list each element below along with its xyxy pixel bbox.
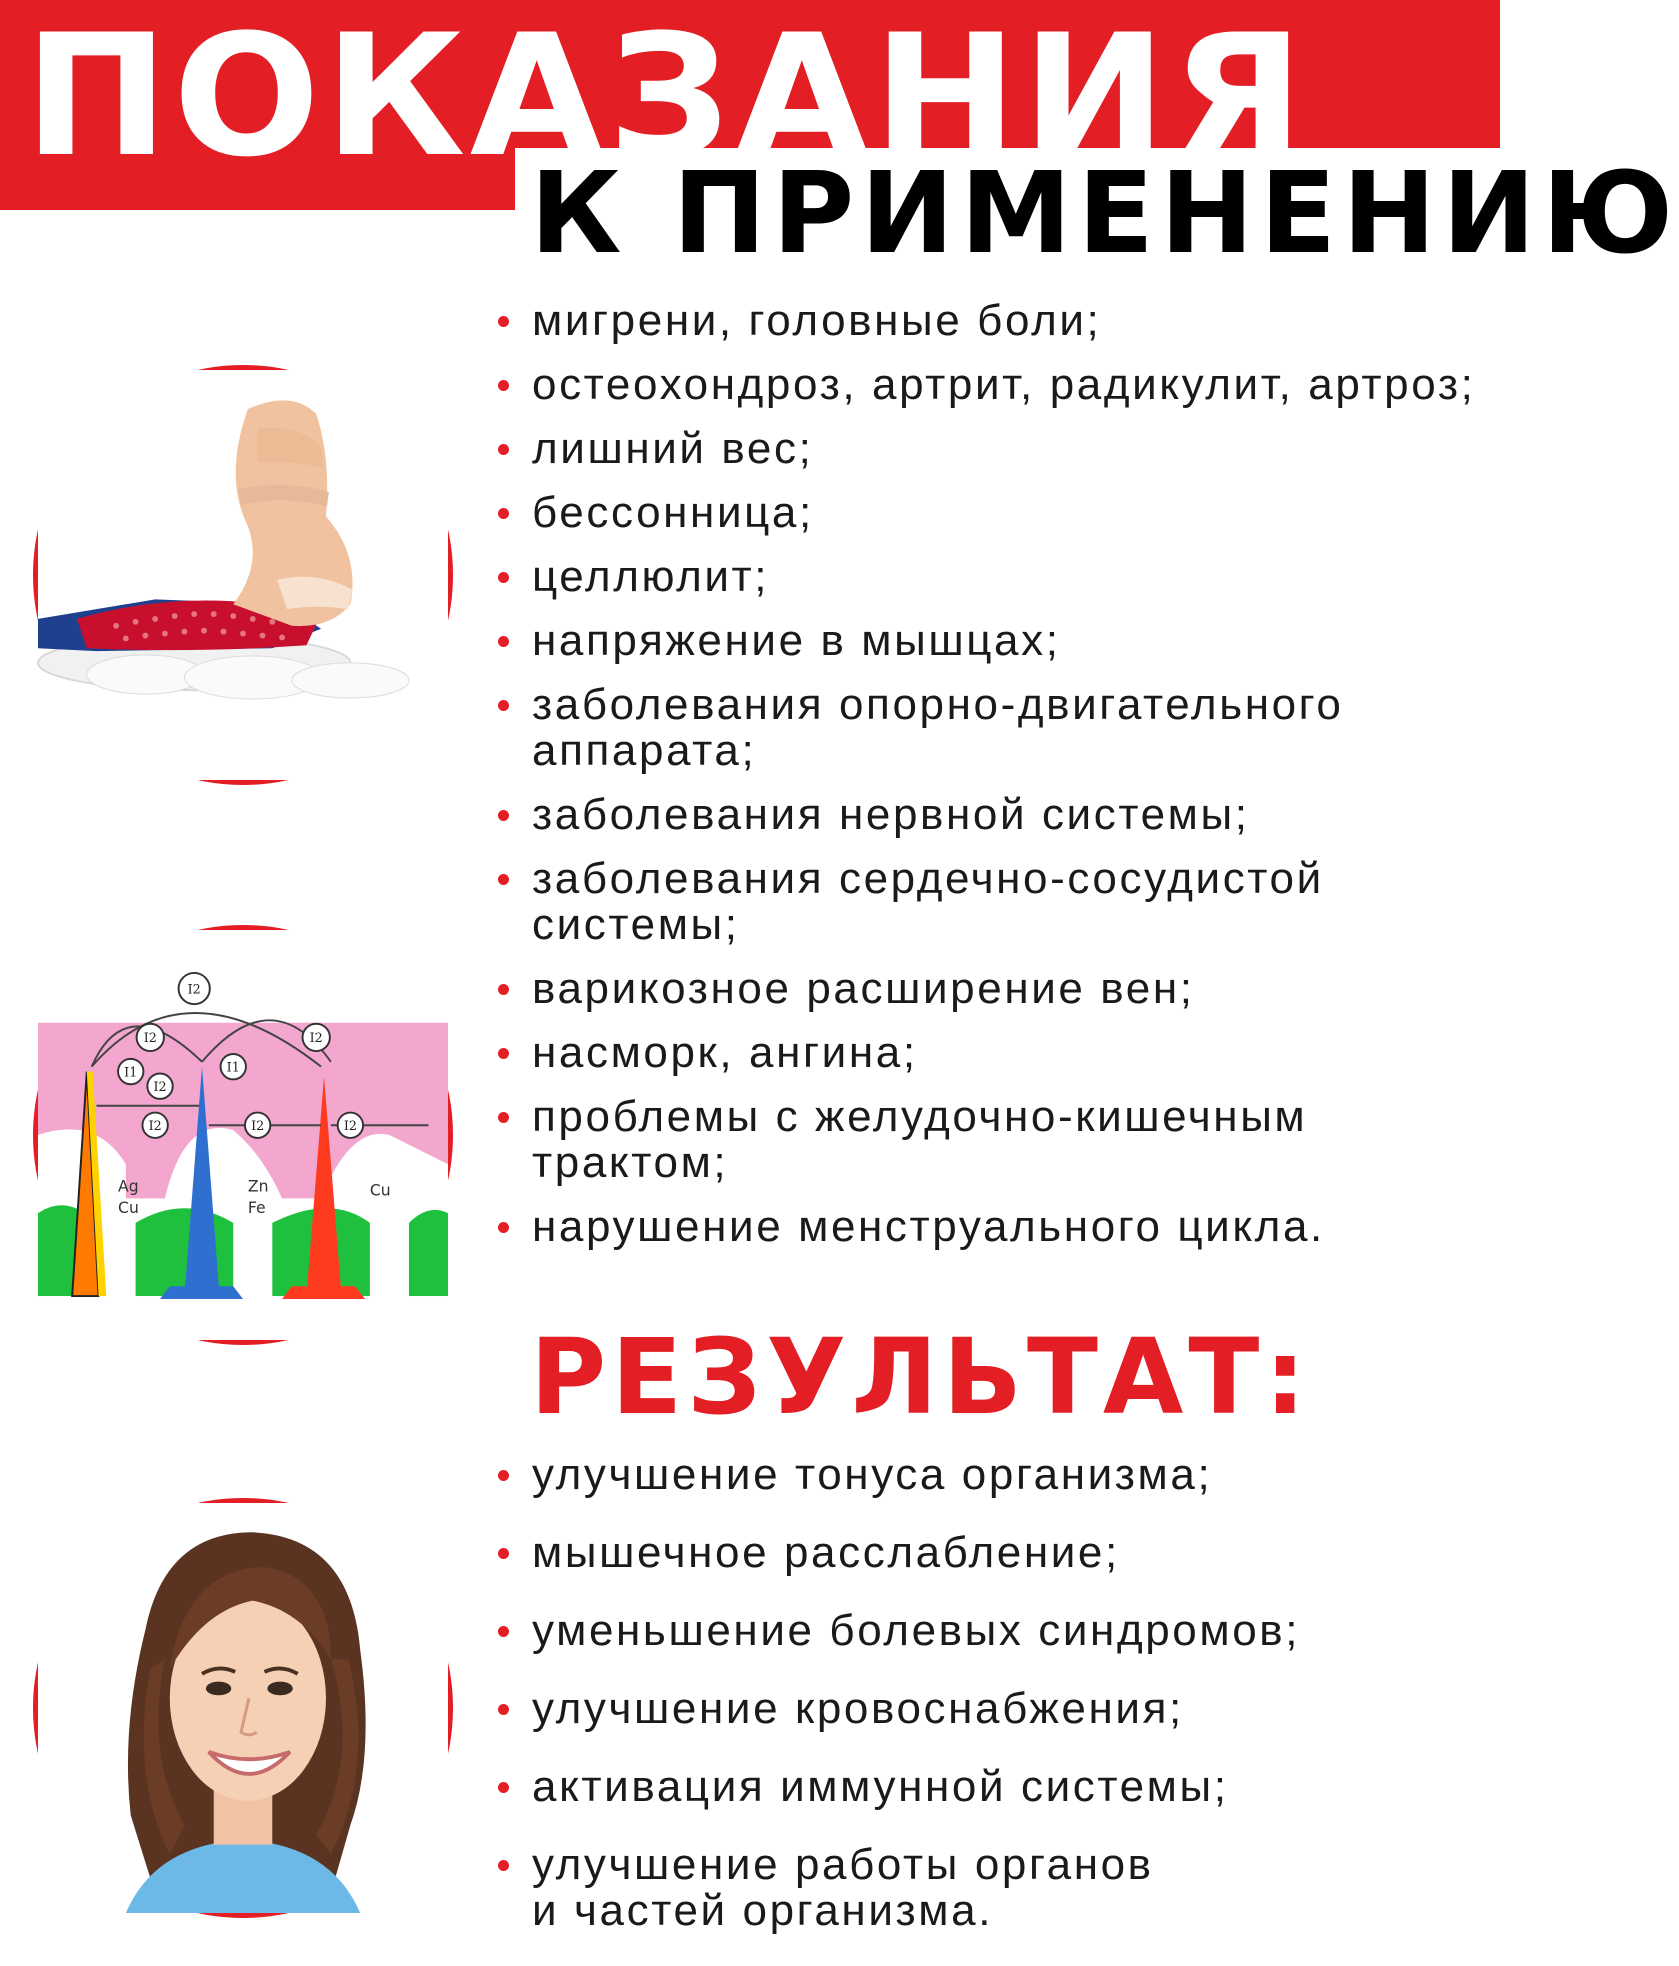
- list-item: [495, 1452, 1300, 1498]
- diagram-label-i2: I2: [187, 981, 201, 997]
- bullet-dot-icon: [498, 1112, 509, 1123]
- result-heading: РЕЗУЛЬТАТ:: [530, 1316, 1311, 1438]
- indication-text: заболевания нервной системы;: [532, 790, 1250, 839]
- diagram-label-i2: I2: [143, 1030, 157, 1046]
- diagram-label-cu: Cu: [369, 1181, 391, 1200]
- result-text: улучшение тонуса организма;: [532, 1450, 1213, 1499]
- indication-text: проблемы с желудочно-кишечным трактом;: [532, 1092, 1308, 1187]
- list-item: [495, 792, 1475, 838]
- list-item: [495, 618, 1475, 664]
- result-text: улучшение кровоснабжения;: [532, 1684, 1184, 1733]
- woman-on-mat-illustration: [38, 370, 448, 780]
- applicator-photo: [33, 365, 453, 785]
- list-item: [495, 426, 1475, 472]
- result-text: активация иммунной системы;: [532, 1762, 1229, 1811]
- list-item: [495, 856, 1475, 948]
- diagram-label-i1: I1: [124, 1064, 138, 1080]
- bullet-dot-icon: [498, 1704, 509, 1715]
- list-item: [495, 554, 1475, 600]
- iplicator-diagram: [33, 925, 453, 1345]
- result-text: мышечное расслабление;: [532, 1528, 1120, 1577]
- bullet-dot-icon: [498, 316, 509, 327]
- bullet-dot-icon: [498, 1548, 509, 1559]
- diagram-label-cu: Cu: [118, 1199, 139, 1218]
- bullet-dot-icon: [498, 1626, 509, 1637]
- list-item: [495, 1094, 1475, 1186]
- list-item: [495, 298, 1475, 344]
- indication-text: напряжение в мышцах;: [532, 616, 1061, 665]
- bullet-dot-icon: [498, 1048, 509, 1059]
- bullet-dot-icon: [498, 984, 509, 995]
- list-item: [495, 1030, 1475, 1076]
- page-subtitle: К ПРИМЕНЕНИЮ: [530, 149, 1679, 279]
- indication-text: лишний вес;: [532, 424, 814, 473]
- results-list: [495, 1452, 1300, 1966]
- indications-list: [495, 298, 1475, 1268]
- bullet-dot-icon: [498, 508, 509, 519]
- bullet-dot-icon: [498, 636, 509, 647]
- list-item: [495, 362, 1475, 408]
- list-item: [495, 1764, 1300, 1810]
- diagram-label-zn: Zn: [247, 1177, 269, 1196]
- bullet-dot-icon: [498, 444, 509, 455]
- bullet-dot-icon: [498, 874, 509, 885]
- diagram-label-i2: I2: [148, 1118, 162, 1134]
- page-title: ПОКАЗАНИЯ: [24, 0, 1309, 194]
- bullet-dot-icon: [498, 810, 509, 821]
- woman-portrait: [33, 1498, 453, 1918]
- diagram-label-i2: I2: [251, 1118, 265, 1134]
- indication-text: остеохондроз, артрит, радикулит, артроз;: [532, 360, 1476, 409]
- diagram-label-ag: Ag: [118, 1177, 139, 1196]
- list-item: [495, 1842, 1300, 1934]
- indication-text: насморк, ангина;: [532, 1028, 918, 1077]
- diagram-label-i2: I2: [153, 1079, 167, 1095]
- diagram-label-i2: I2: [309, 1030, 323, 1046]
- bullet-dot-icon: [498, 1860, 509, 1871]
- bullet-dot-icon: [498, 700, 509, 711]
- metal-needles-diagram: [38, 930, 448, 1340]
- list-item: [495, 1686, 1300, 1732]
- smiling-woman-illustration: [38, 1503, 448, 1913]
- bullet-dot-icon: [498, 572, 509, 583]
- result-text: уменьшение болевых синдромов;: [532, 1606, 1301, 1655]
- indication-text: нарушение менструального цикла.: [532, 1202, 1325, 1251]
- list-item: [495, 682, 1475, 774]
- indication-text: целлюлит;: [532, 552, 770, 601]
- list-item: [495, 1204, 1475, 1250]
- indication-text: варикозное расширение вен;: [532, 964, 1195, 1013]
- indication-text: заболевания опорно-двигательного аппарата;: [532, 680, 1344, 775]
- result-text: улучшение работы органов и частей организма.: [532, 1840, 1154, 1935]
- list-item: [495, 966, 1475, 1012]
- diagram-label-i1: I1: [226, 1059, 240, 1075]
- bullet-dot-icon: [498, 380, 509, 391]
- bullet-dot-icon: [498, 1222, 509, 1233]
- indication-text: бессонница;: [532, 488, 814, 537]
- indication-text: мигрени, головные боли;: [532, 296, 1102, 345]
- bullet-dot-icon: [498, 1782, 509, 1793]
- diagram-label-i2: I2: [343, 1118, 357, 1134]
- indication-text: заболевания сердечно-сосудистой системы;: [532, 854, 1324, 949]
- list-item: [495, 1530, 1300, 1576]
- diagram-label-fe: Fe: [247, 1199, 266, 1218]
- bullet-dot-icon: [498, 1470, 509, 1481]
- list-item: [495, 1608, 1300, 1654]
- list-item: [495, 490, 1475, 536]
